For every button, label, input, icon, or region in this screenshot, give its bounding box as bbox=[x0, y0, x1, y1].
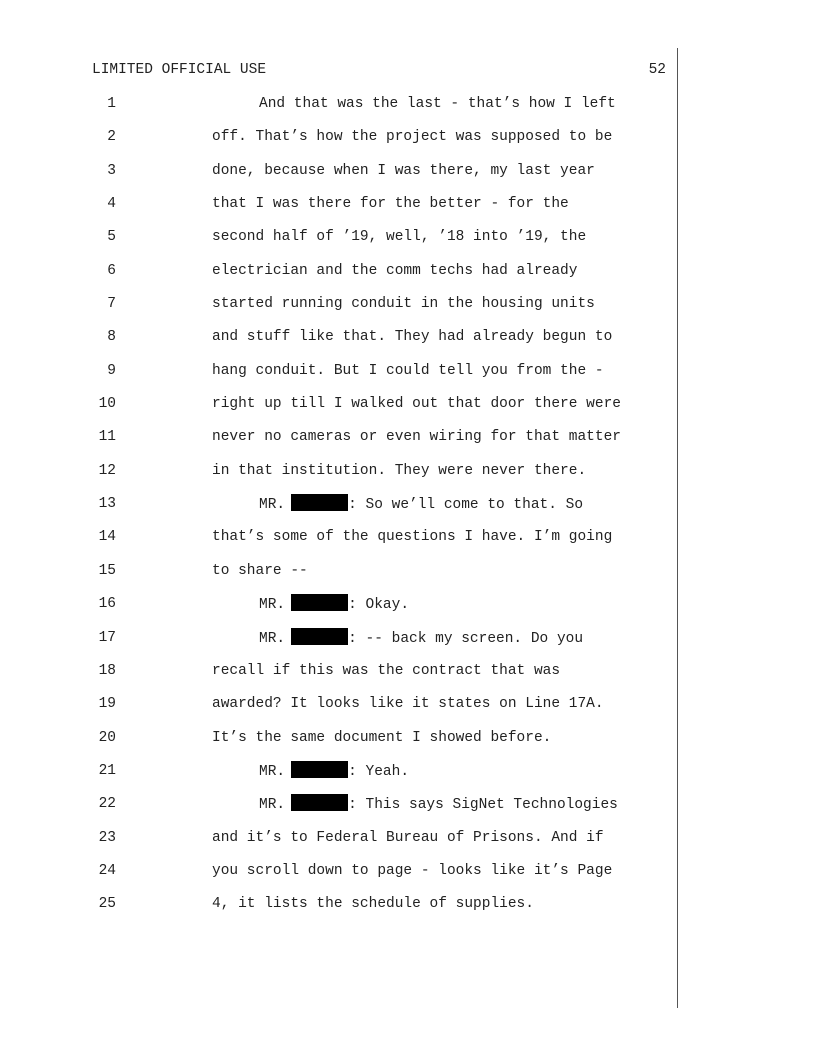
transcript-line bbox=[0, 561, 816, 594]
transcript-line bbox=[0, 894, 816, 927]
transcript-line bbox=[0, 761, 816, 794]
line-text bbox=[212, 728, 551, 748]
line-text bbox=[212, 261, 577, 281]
classification-header: LIMITED OFFICIAL USE bbox=[92, 62, 267, 78]
line-content: right up till I walked out that door there were bbox=[212, 396, 621, 413]
line-content: : Yeah. bbox=[348, 763, 410, 780]
transcript-line bbox=[0, 594, 816, 627]
line-text bbox=[212, 527, 612, 547]
redaction-box bbox=[291, 628, 348, 645]
speaker-label: MR. bbox=[259, 497, 286, 514]
transcript-line bbox=[0, 628, 816, 661]
redaction-box bbox=[291, 494, 348, 511]
line-text bbox=[212, 828, 604, 848]
line-content: and it’s to Federal Bureau of Prisons. And if bbox=[212, 829, 604, 846]
transcript-body bbox=[0, 94, 816, 928]
line-content: started running conduit in the housing units bbox=[212, 296, 595, 313]
line-text bbox=[259, 94, 616, 114]
transcript-line bbox=[0, 494, 816, 527]
line-text bbox=[212, 127, 612, 147]
line-number: 2 bbox=[107, 129, 116, 146]
transcript-line bbox=[0, 461, 816, 494]
line-content: : So we’ll come to that. So bbox=[348, 497, 584, 514]
line-number: 9 bbox=[107, 362, 116, 379]
line-text bbox=[212, 861, 612, 881]
speaker-label: MR. bbox=[259, 797, 286, 814]
speaker-label: MR. bbox=[259, 630, 286, 647]
line-content: awarded? It looks like it states on Line 17A. bbox=[212, 696, 604, 713]
transcript-line bbox=[0, 94, 816, 127]
line-content: to share -- bbox=[212, 562, 308, 579]
line-number: 15 bbox=[98, 562, 116, 579]
line-number: 6 bbox=[107, 262, 116, 279]
line-content: electrician and the comm techs had already bbox=[212, 262, 578, 279]
transcript-line bbox=[0, 227, 816, 260]
transcript-line bbox=[0, 261, 816, 294]
line-content: recall if this was the contract that was bbox=[212, 662, 561, 679]
line-number: 3 bbox=[107, 162, 116, 179]
line-content: : This says SigNet Technologies bbox=[348, 797, 618, 814]
line-content: hang conduit. But I could tell you from the - bbox=[212, 362, 604, 379]
line-text bbox=[212, 227, 586, 247]
transcript-line bbox=[0, 527, 816, 560]
transcript-line bbox=[0, 127, 816, 160]
line-text bbox=[212, 327, 612, 347]
line-number: 20 bbox=[98, 729, 116, 746]
line-text bbox=[259, 761, 409, 782]
line-number: 23 bbox=[98, 829, 116, 846]
line-number: 4 bbox=[107, 196, 116, 213]
line-content: you scroll down to page - looks like it’s Page bbox=[212, 862, 613, 879]
line-content: : -- back my screen. Do you bbox=[348, 630, 584, 647]
line-number: 24 bbox=[98, 862, 116, 879]
transcript-line bbox=[0, 828, 816, 861]
line-number: 18 bbox=[98, 662, 116, 679]
line-number: 5 bbox=[107, 229, 116, 246]
line-number: 10 bbox=[98, 396, 116, 413]
line-text bbox=[212, 161, 595, 181]
line-content: and stuff like that. They had already begun to bbox=[212, 329, 613, 346]
transcript-line bbox=[0, 694, 816, 727]
line-number: 1 bbox=[107, 96, 116, 112]
redaction-box bbox=[291, 794, 348, 811]
transcript-line bbox=[0, 361, 816, 394]
line-number: 7 bbox=[107, 296, 116, 313]
line-number: 25 bbox=[98, 896, 116, 913]
line-text bbox=[212, 661, 560, 681]
transcript-line bbox=[0, 661, 816, 694]
line-text bbox=[212, 194, 569, 214]
line-text bbox=[212, 361, 604, 381]
line-number: 19 bbox=[98, 696, 116, 713]
line-number: 11 bbox=[98, 429, 116, 446]
line-content: that’s some of the questions I have. I’m going bbox=[212, 529, 613, 546]
line-text bbox=[259, 594, 409, 615]
line-number: 21 bbox=[98, 762, 116, 779]
transcript-line bbox=[0, 294, 816, 327]
line-number: 17 bbox=[98, 629, 116, 646]
speaker-label: MR. bbox=[259, 597, 286, 614]
transcript-line bbox=[0, 794, 816, 827]
line-text bbox=[212, 427, 621, 447]
line-text bbox=[212, 694, 604, 714]
transcript-line bbox=[0, 194, 816, 227]
line-text bbox=[212, 894, 534, 914]
transcript-line bbox=[0, 728, 816, 761]
redaction-box bbox=[291, 594, 348, 611]
transcript-line bbox=[0, 327, 816, 360]
line-number: 22 bbox=[98, 796, 116, 813]
transcript-line bbox=[0, 427, 816, 460]
line-content: 4, it lists the schedule of supplies. bbox=[212, 896, 534, 913]
line-text bbox=[259, 794, 618, 815]
line-number: 13 bbox=[98, 496, 116, 513]
transcript-line bbox=[0, 161, 816, 194]
line-content: in that institution. They were never there. bbox=[212, 462, 587, 479]
line-text bbox=[259, 494, 583, 515]
speaker-label: MR. bbox=[259, 763, 286, 780]
line-text bbox=[212, 561, 308, 581]
line-content: And that was the last - that’s how I left bbox=[259, 96, 616, 112]
line-text bbox=[212, 394, 621, 414]
transcript-line bbox=[0, 861, 816, 894]
line-content: It’s the same document I showed before. bbox=[212, 729, 552, 746]
line-text bbox=[212, 461, 586, 481]
line-number: 16 bbox=[98, 596, 116, 613]
transcript-line bbox=[0, 394, 816, 427]
page-number: 52 bbox=[648, 62, 666, 78]
line-text bbox=[212, 294, 595, 314]
line-content: off. That’s how the project was supposed to be bbox=[212, 129, 613, 146]
line-number: 12 bbox=[98, 462, 116, 479]
line-content: done, because when I was there, my last year bbox=[212, 162, 595, 179]
line-content: never no cameras or even wiring for that matter bbox=[212, 429, 621, 446]
line-content: : Okay. bbox=[348, 597, 410, 614]
line-number: 14 bbox=[98, 529, 116, 546]
redaction-box bbox=[291, 761, 348, 778]
line-content: second half of ’19, well, ’18 into ’19, the bbox=[212, 229, 587, 246]
line-content: that I was there for the better - for the bbox=[212, 196, 569, 213]
line-text bbox=[259, 628, 583, 649]
line-number: 8 bbox=[107, 329, 116, 346]
